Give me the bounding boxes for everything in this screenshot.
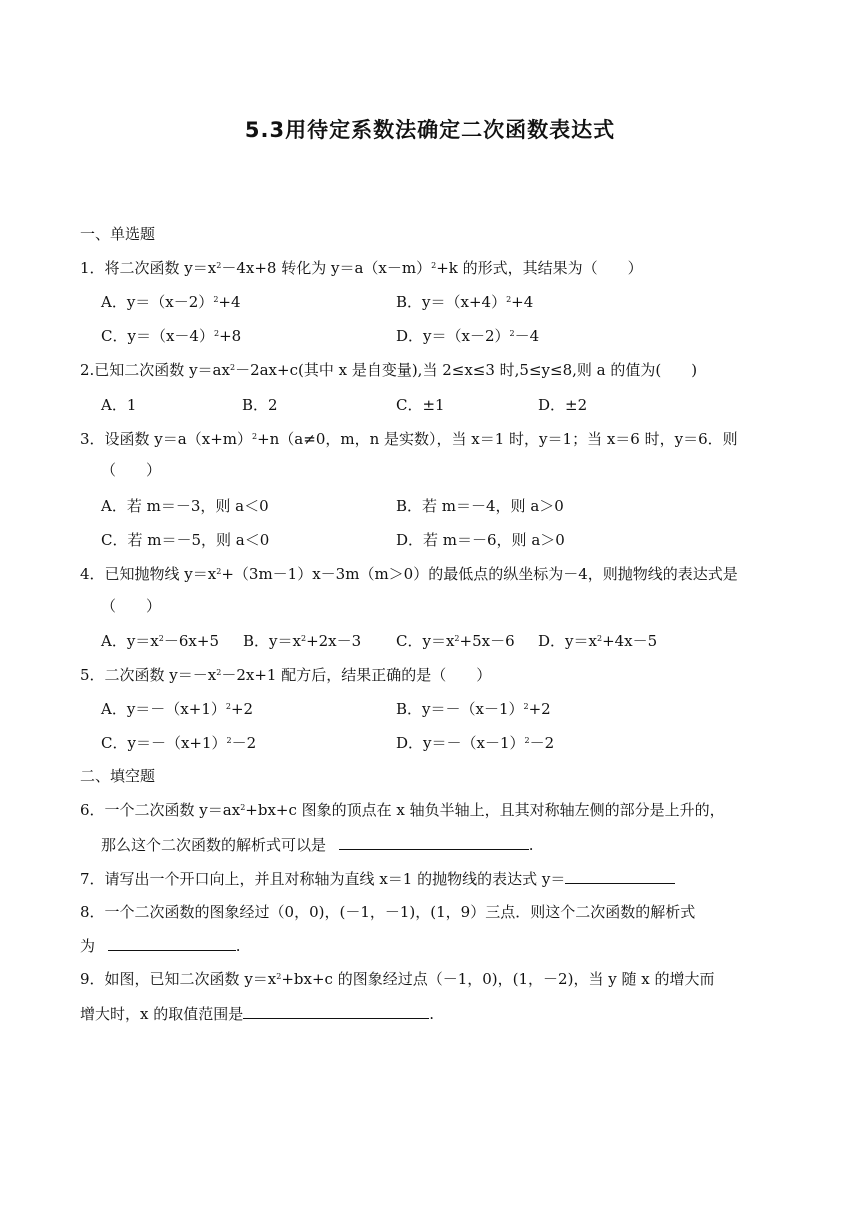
question-5-option-b: B．$y=-(x-1)^2+2$ [396,700,551,718]
question-9-line-2: 增大时，x 的取值范围是 . [80,1005,435,1023]
question-2-option-a: A．1 [101,396,137,414]
question-6-answer-blank[interactable] [339,834,529,850]
question-8-line-2: 为 . [80,937,241,955]
question-3-option-d: D．若 m＝－6，则 a＞0 [396,531,565,549]
question-4-option-d: D．$y=x^2+4x-5$ [538,632,658,650]
question-9: 9．如图，已知二次函数 $y=x^2+bx+c$ 的图象经过点（－1，0)，(1，－2)，当 y 随 x 的增大而 [80,970,715,988]
question-2-option-b: B．2 [242,396,278,414]
question-4-option-b: B．$y=x^2+2x-3$ [243,632,362,650]
section-heading-fill-in: 二、填空题 [80,767,156,785]
question-8: 8．一个二次函数的图象经过（0，0)，(－1，－1)，(1，9）三点．则这个二次函数的解析式 [80,903,696,921]
question-6: 6．一个二次函数 $y=ax^2+bx+c$ 图象的顶点在 x 轴负半轴上，且其对称轴左侧的部分是上升的， [80,801,725,819]
question-2-option-d: D．±2 [538,396,588,414]
question-3-option-c: C．若 m＝－5，则 a＜0 [101,531,270,549]
question-1: 1．将二次函数 $y=x^2-4x+8$ 转化为 $y=a(x-m)^2+k$ 的形式，其结果为（ ） [80,259,643,277]
question-3-answer-brackets: （ ） [101,461,162,479]
question-5-option-a: A．$y=-(x+1)^2+2$ [101,700,254,718]
question-2-option-c: C．±1 [396,396,445,414]
question-1-option-a: A．$y=(x-2)^2+4$ [101,293,241,311]
question-1-option-b: B．$y=(x+4)^2+4$ [396,293,534,311]
question-7-answer-blank[interactable] [565,868,675,884]
question-9-answer-blank[interactable] [243,1003,429,1019]
question-1-option-c: C．$y=(x-4)^2+8$ [101,327,242,345]
question-7: 7．请写出一个开口向上，并且对称轴为直线 x＝1 的抛物线的表达式 y＝ [80,868,675,889]
question-3-option-a: A．若 m＝－3，则 a＜0 [101,497,269,515]
section-heading-single-choice: 一、单选题 [80,225,156,243]
question-5-option-c: C．$y=-(x+1)^2-2$ [101,734,257,752]
question-5: 5．二次函数 $y=-x^2-2x+1$ 配方后，结果正确的是（ ） [80,666,492,684]
question-5-option-d: D．$y=-(x-1)^2-2$ [396,734,555,752]
question-4-option-c: C．$y=x^2+5x-6$ [396,632,515,650]
question-1-option-d: D．$y=(x-2)^2-4$ [396,327,540,345]
page-title: 5.3用待定系数法确定二次函数表达式 [244,118,616,142]
question-6-line-2: 那么这个二次函数的解析式可以是 . [101,836,534,854]
question-3-option-b: B．若 m＝－4，则 a＞0 [396,497,564,515]
question-8-answer-blank[interactable] [108,935,236,951]
question-2: 2.已知二次函数 $y=ax^2-2ax+c$(其中 x 是自变量),当 2≤x≤3 时,5≤y≤8,则 a 的值为( ) [80,361,698,379]
question-4-answer-brackets: （ ） [101,597,162,615]
question-4: 4．已知抛物线 $y=x^2+(3m-1)x-3m(m>0)$的最低点的纵坐标为－4，则抛物线的表达式是 [80,565,738,583]
question-3: 3．设函数 $y=a(x+m)^2+n(a\ne 0$，m，n 是实数），当 x＝1 时，y＝1；当 x＝6 时，y＝6．则 [80,430,738,448]
question-4-option-a: A．$y=x^2-6x+5$ [101,632,219,650]
